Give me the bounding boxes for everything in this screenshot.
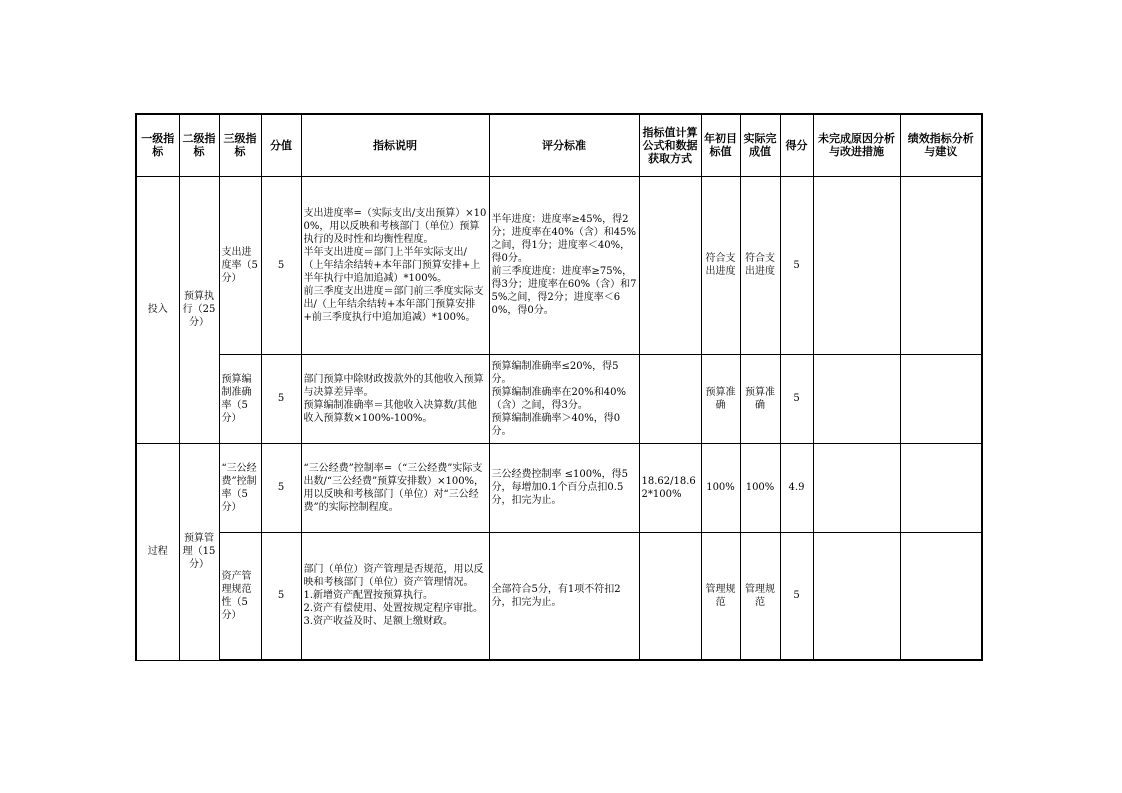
reason-cell xyxy=(813,532,900,660)
performance-table xyxy=(135,113,983,661)
header-actual: 实际完成值 xyxy=(740,114,780,176)
score-value-cell: 5 xyxy=(261,532,301,660)
criteria-cell: 三公经费控制率 ≤100%，得5分，每增加0.1个百分点扣0.5分，扣完为止。 xyxy=(489,443,639,532)
target-cell: 符合支出进度 xyxy=(701,176,740,354)
level2-cell: 预算执行（25分） xyxy=(179,176,219,443)
actual-cell: 管理规范 xyxy=(740,532,780,660)
level3-cell: 支出进度率（5分） xyxy=(219,176,261,354)
criteria-cell: 半年进度：进度率≥45%，得2分；进度率在40%（含）和45%之间，得1分；进度率＜40%，得0分。 前三季度进度：进度率≥75%，得3分；进度率在60%（含）和75%之间，得2分；进度率＜60%，得0分。 xyxy=(489,176,639,354)
table-row xyxy=(136,354,982,443)
score-value-cell: 5 xyxy=(261,354,301,443)
suggestion-cell xyxy=(900,443,982,532)
reason-cell xyxy=(813,354,900,443)
formula-cell xyxy=(639,354,701,443)
suggestion-cell xyxy=(900,532,982,660)
header-formula: 指标值计算公式和数据获取方式 xyxy=(639,114,701,176)
score-cell: 4.9 xyxy=(780,443,813,532)
table-row xyxy=(136,532,982,660)
header-score-value: 分值 xyxy=(261,114,301,176)
header-description: 指标说明 xyxy=(301,114,489,176)
table-row xyxy=(136,443,982,532)
table-row xyxy=(136,176,982,354)
level3-cell: “三公经费”控制率（5分） xyxy=(219,443,261,532)
target-cell: 预算准确 xyxy=(701,354,740,443)
header-score: 得分 xyxy=(780,114,813,176)
header-level3: 三级指标 xyxy=(219,114,261,176)
formula-cell xyxy=(639,532,701,660)
header-reason: 未完成原因分析与改进措施 xyxy=(813,114,900,176)
formula-cell xyxy=(639,176,701,354)
level3-cell: 资产管理规范性（5分） xyxy=(219,532,261,660)
header-level1: 一级指标 xyxy=(136,114,179,176)
level3-cell: 预算编制准确率（5分） xyxy=(219,354,261,443)
formula-cell: 18.62/18.62*100% xyxy=(639,443,701,532)
description-cell: 部门预算中除财政拨款外的其他收入预算与决算差异率。 预算编制准确率＝其他收入决算数/其他收入预算数×100%-100%。 xyxy=(301,354,489,443)
actual-cell: 预算准确 xyxy=(740,354,780,443)
level1-cell: 投入 xyxy=(136,176,179,443)
score-value-cell: 5 xyxy=(261,443,301,532)
description-cell: “三公经费”控制率=（“三公经费”实际支出数/“三公经费”预算安排数）×100%，用以反映和考核部门（单位）对“三公经费”的实际控制程度。 xyxy=(301,443,489,532)
score-cell: 5 xyxy=(780,532,813,660)
header-suggestion: 绩效指标分析与建议 xyxy=(900,114,982,176)
suggestion-cell xyxy=(900,176,982,354)
header-row xyxy=(136,114,982,176)
suggestion-cell xyxy=(900,354,982,443)
reason-cell xyxy=(813,443,900,532)
criteria-cell: 预算编制准确率≤20%，得5分。 预算编制准确率在20%和40%（含）之间，得3分。 预算编制准确率＞40%，得0分。 xyxy=(489,354,639,443)
description-cell: 部门（单位）资产管理是否规范，用以反映和考核部门（单位）资产管理情况。 1.新增资产配置按预算执行。 2.资产有偿使用、处置按规定程序审批。 3.资产收益及时、足额上缴财政。 xyxy=(301,532,489,660)
reason-cell xyxy=(813,176,900,354)
actual-cell: 符合支出进度 xyxy=(740,176,780,354)
target-cell: 100% xyxy=(701,443,740,532)
level1-cell: 过程 xyxy=(136,443,179,660)
criteria-cell: 全部符合5分，有1项不符扣2分，扣完为止。 xyxy=(489,532,639,660)
header-target: 年初目标值 xyxy=(701,114,740,176)
score-value-cell: 5 xyxy=(261,176,301,354)
target-cell: 管理规范 xyxy=(701,532,740,660)
score-cell: 5 xyxy=(780,176,813,354)
description-cell: 支出进度率=（实际支出/支出预算）×100%，用以反映和考核部门（单位）预算执行的及时性和均衡性程度。 半年支出进度＝部门上半年实际支出/（上年结余结转+本年部门预算安排+上半年执行中追加追减）*100%。 前三季度支出进度＝部门前三季度实际支出/（上年结余结转+本年部门预算安排+前三季度执行中追加追减）*100%。 xyxy=(301,176,489,354)
header-criteria: 评分标准 xyxy=(489,114,639,176)
level2-cell: 预算管理（15分） xyxy=(179,443,219,660)
header-level2: 二级指标 xyxy=(179,114,219,176)
score-cell: 5 xyxy=(780,354,813,443)
actual-cell: 100% xyxy=(740,443,780,532)
